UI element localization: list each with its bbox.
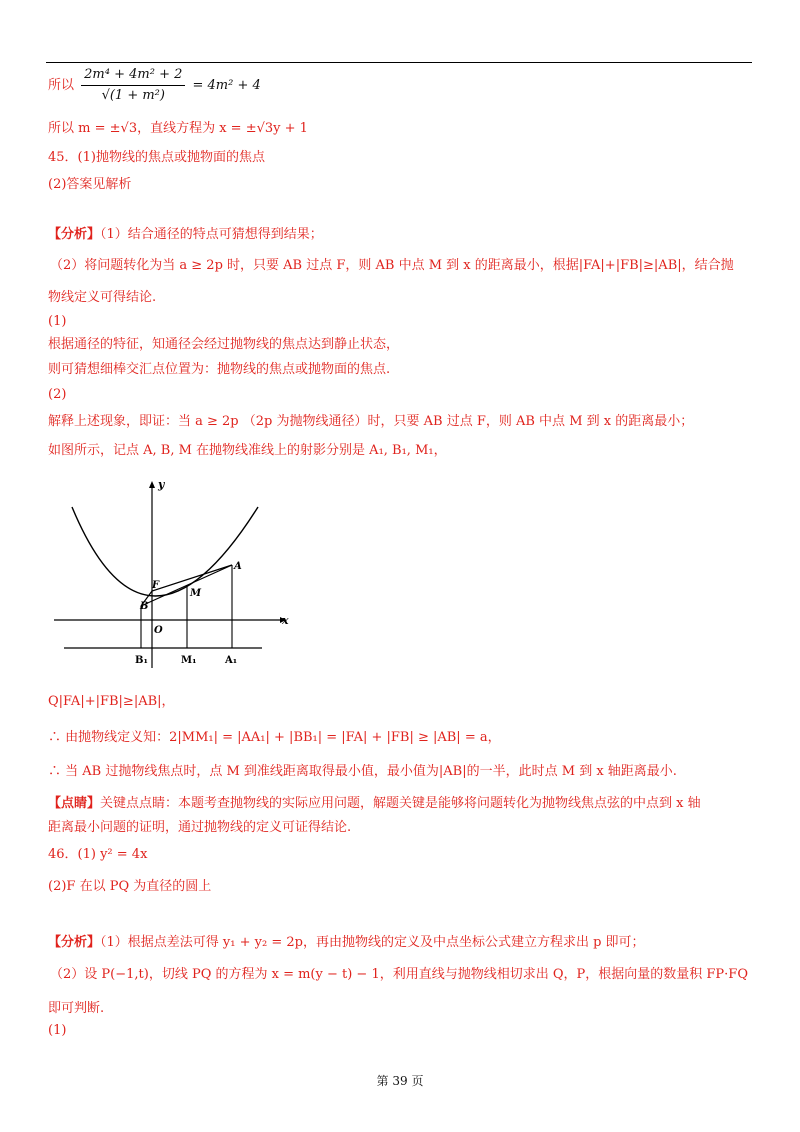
fraction-denominator: √(1 + m²) [101,88,165,103]
proof-line-3: ∴ 当 AB 过抛物线焦点时，点 M 到准线距离取得最小值，最小值为|AB|的一半，此时点 M 到 x 轴距离最小. [48,764,677,779]
analysis-46-line-2: （2）设 P(−1,t)，切线 PQ 的方程为 x = m(y − t) − 1，利用直线与抛物线相切求出 Q，P，根据向量的数量积 FP·FQ [50,967,748,982]
insight-line-2: 距离最小问题的证明，通过抛物线的定义可证得结论. [48,820,352,835]
parabola-figure [48,472,298,672]
label-m1: M₁ [181,655,197,666]
parabola-curve [72,507,258,596]
part-1-label: (1) [48,314,67,329]
analysis-text-1: （1）结合通径的特点可猜想得到结果； [100,227,323,242]
question-45-answer-2: (2)答案见解析 [48,177,132,192]
fraction-numerator: 2m⁴ + 4m² + 2 [81,66,185,86]
proof-line-2: ∴ 由抛物线定义知：2|MM₁| = |AA₁| + |BB₁| = |FA| + |FB| ≥ |AB| = a， [48,730,501,745]
part-2-label: (2) [48,387,67,402]
label-f: F [152,580,160,591]
question-46-answer-1: 46．(1) y² = 4x [48,847,148,862]
analysis-46-tag: 【分析】 [48,935,101,950]
label-a: A [234,561,242,572]
y-axis-arrow [149,481,155,488]
analysis-line-1 [48,226,323,244]
line-2-prefix: 所以 [48,121,75,136]
analysis-line-2: （2）将问题转化为当 a ≥ 2p 时，只要 AB 过点 F，则 AB 中点 M 到 x 的距离最小，根据|FA|+|FB|≥|AB|，结合抛 [50,258,734,273]
proof-line-1: Q|FA|+|FB|≥|AB|， [48,694,175,709]
part-2-line-2: 如图所示，记点 A, B, M 在抛物线准线上的射影分别是 A₁, B₁, M₁， [48,443,447,458]
label-x: x [282,614,289,627]
part-1-line-1: 根据通径的特征，知通径会经过抛物线的焦点达到静止状态， [48,337,400,352]
insight-line-1 [48,795,701,813]
fraction [81,66,185,105]
analysis-line-3: 物线定义可得结论. [48,290,157,305]
label-b1: B₁ [135,655,148,666]
insight-text: 关键点点睛：本题考查抛物线的实际应用问题，解题关键是能够将问题转化为抛物线焦点弦的中点到 x 轴 [100,796,701,811]
label-origin: O [154,625,163,636]
insight-tag: 【点睛】 [48,796,101,811]
analysis-46-text: （1）根据点差法可得 y₁ + y₂ = 2p，再由抛物线的定义及中点坐标公式建立方程求出 p 即可； [100,935,645,950]
page-number: 第 39 页 [376,1074,424,1088]
part-2-line-1: 解释上述现象，即证：当 a ≥ 2p （2p 为抛物线通径）时，只要 AB 过点 F，则 AB 中点 M 到 x 的距离最小； [48,414,694,429]
line-2-text: m = ±√3，直线方程为 x = ±√3y + 1 [78,121,308,136]
analysis-46-line-1 [48,934,645,952]
analysis-46-line-3: 即可判断. [48,1001,105,1016]
question-46-answer-2: (2)F 在以 PQ 为直径的圆上 [48,879,212,894]
line-1-rhs: = 4m² + 4 [192,78,261,93]
label-m: M [190,588,202,599]
header-rule [46,62,752,63]
label-y: y [158,478,165,491]
line-1-prefix: 所以 [48,78,75,93]
part-1-line-2: 则可猜想细棒交汇点位置为：抛物线的焦点或抛物面的焦点. [48,362,391,377]
line-1 [48,66,261,105]
label-b: B [140,601,149,612]
line-2 [48,120,308,138]
label-a1: A₁ [225,655,238,666]
analysis-tag: 【分析】 [48,227,101,242]
question-45-answer-1: 45．(1)抛物线的焦点或抛物面的焦点 [48,150,265,165]
part-46-1-label: (1) [48,1023,67,1038]
